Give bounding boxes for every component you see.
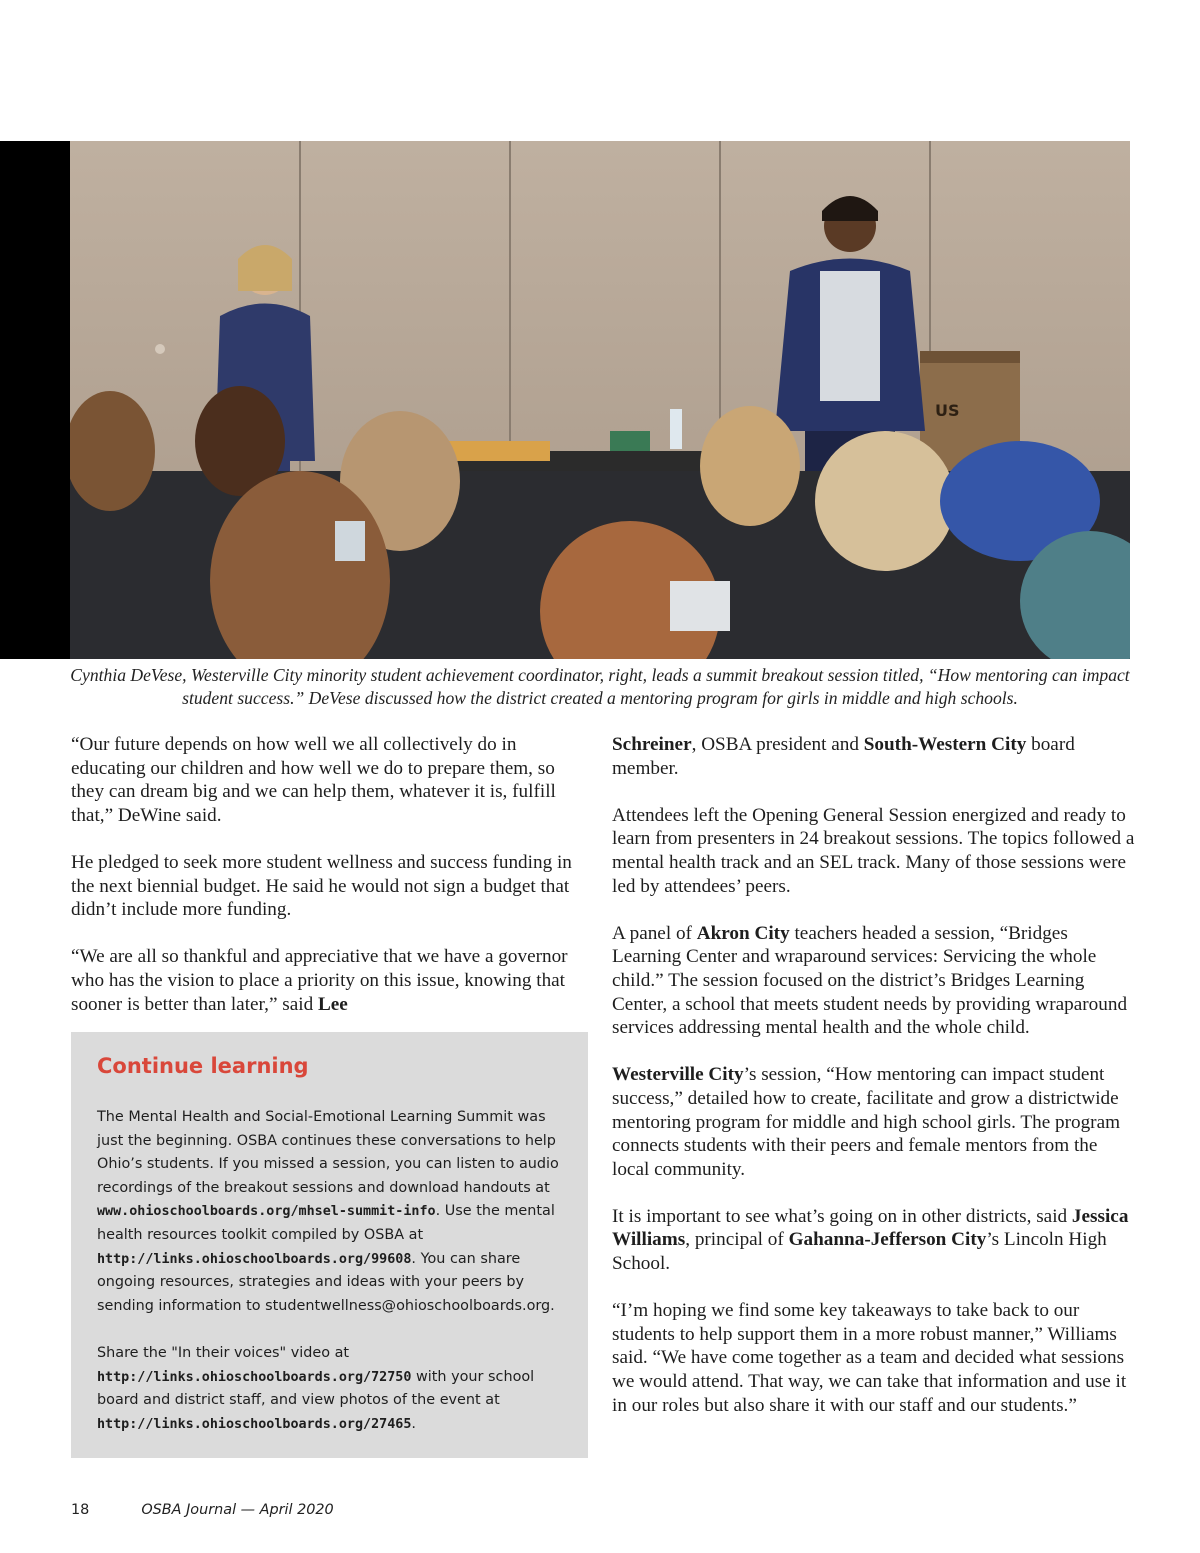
page-edge-bar — [0, 141, 70, 659]
paragraph: “We are all so thankful and appreciative that we have a governor who has the vision to place a priority on this issue, knowing that sooner is better than later,” said Lee — [71, 946, 568, 1015]
left-column — [71, 733, 591, 1040]
video-link[interactable]: http://links.ohioschoolboards.org/72750 — [97, 1369, 412, 1385]
paragraph: It is important to see what’s going on in other districts, said Jessica Williams, principal of Gahanna-Jefferson City’s Lincoln High School. — [612, 1205, 1129, 1275]
paragraph: Schreiner, OSBA president and South-Western City board member. — [612, 734, 1075, 779]
continue-learning-sidebar — [71, 1032, 588, 1458]
page-footer — [71, 1502, 334, 1518]
summit-info-link[interactable]: www.ohioschoolboards.org/mhsel-summit-info — [97, 1204, 436, 1220]
toolkit-link[interactable]: http://links.ohioschoolboards.org/99608 — [97, 1251, 412, 1267]
event-photo — [70, 141, 1130, 659]
page-number: 18 — [71, 1502, 90, 1518]
photos-link[interactable]: http://links.ohioschoolboards.org/27465 — [97, 1416, 412, 1432]
podium-sign: US — [935, 401, 960, 420]
name-emphasis: Lee — [317, 993, 348, 1015]
journal-title: OSBA Journal — April 2020 — [141, 1502, 334, 1518]
sidebar-body — [97, 1106, 567, 1460]
paragraph: He pledged to seek more student wellness and success funding in the next biennial budget. He said he would not sign a budget that didn’t include more funding. — [71, 851, 572, 921]
sidebar-paragraph: The Mental Health and Social-Emotional Learning Summit was just the beginning. OSBA continues these conversations to help Ohio’s students. If you missed a session, you can listen to audio recordings of the breakout sessions and download handouts at www.ohioschoolboards.org/mhsel-summit-info. Use the mental health resources toolkit compiled by OSBA at http://links.ohioschoolboards.org/99608. You can share ongoing resources, strategies and ideas with your peers by sending information to studentwellness@ohioschoolboards.org. — [97, 1109, 559, 1314]
sidebar-title: Continue learning — [97, 1054, 309, 1078]
paragraph: “Our future depends on how well we all collectively do in educating our children and how well we do to prepare them, so they can dream big and we can help them, whatever it is, fulfill that,” DeWine said. — [71, 734, 556, 826]
paragraph: A panel of Akron City teachers headed a session, “Bridges Learning Center and wraparound services: Servicing the whole child.” The session focused on the district’s Bridges Learning Center, a school that meets student needs by providing wraparound services addressing mental health and the whole child. — [612, 922, 1128, 1039]
right-column — [612, 733, 1137, 1441]
paragraph: Attendees left the Opening General Session energized and ready to learn from presenters in 24 breakout sessions. The topics followed a mental health track and an SEL track. Many of those sessions were led by attendees’ peers. — [612, 804, 1135, 897]
photo-caption: Cynthia DeVese, Westerville City minority student achievement coordinator, right, leads a summit breakout session titled, “How mentoring can impact student success.” DeVese discussed how the district created a mentoring program for girls in middle and high schools. — [70, 665, 1130, 708]
paragraph: “I’m hoping we find some key takeaways to take back to our students to help support them in a more robust manner,” Williams said. “We have come together as a team and decided what sessions we would attend. That way, we can take that information and use it in our roles but also share it with our staff and our students.” — [612, 1300, 1127, 1416]
paragraph: Westerville City’s session, “How mentoring can impact student success,” detailed how to create, facilitate and grow a districtwide mentoring program for middle and high school girls. The program connects students with their peers and female mentors from the local community. — [612, 1064, 1121, 1180]
sidebar-paragraph: Share the "In their voices" video at http://links.ohioschoolboards.org/72750 with your school board and district staff, and view photos of the event at http://links.ohioschoolboards.org/27465. — [97, 1344, 535, 1432]
